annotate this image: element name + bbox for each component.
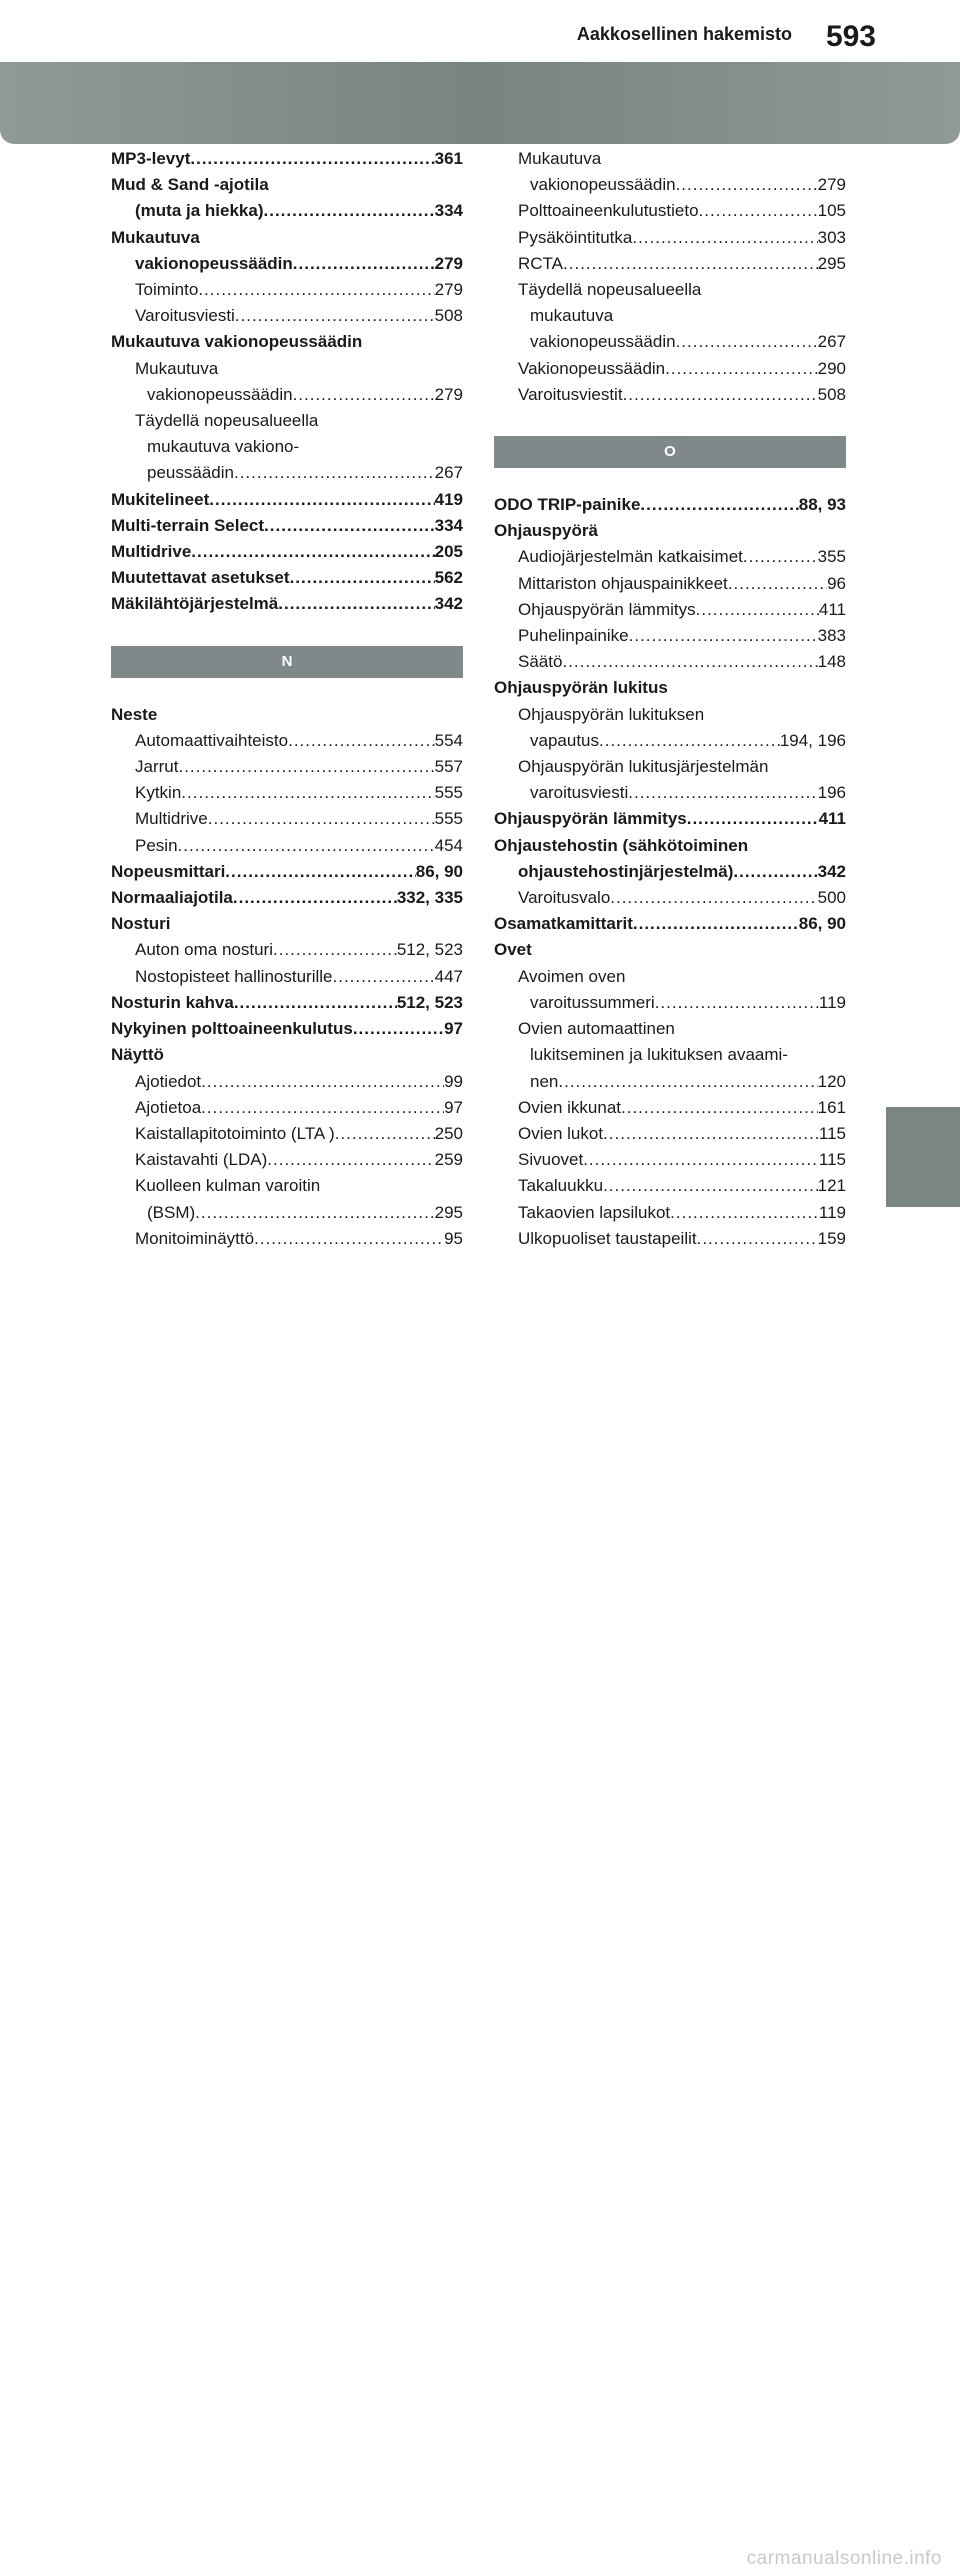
- index-subentry: (BSM) ..... 295: [111, 1200, 463, 1226]
- index-entry: Ohjauspyörän lukitus: [494, 678, 668, 698]
- index-subentry: varoitussummeri ..... 119: [494, 990, 846, 1016]
- index-subentry: Ovien ikkunat ..... 161: [494, 1095, 846, 1121]
- page-number: 593: [825, 20, 876, 53]
- index-entry: Multidrive ..... 205: [111, 539, 463, 565]
- index-subentry: Mukautuva: [135, 358, 219, 378]
- index-column-left: [111, 146, 463, 1252]
- index-subentry: Polttoaineenkulutustieto ..... 105: [494, 198, 846, 224]
- index-entry: Ovet: [494, 940, 532, 960]
- section-header-n: N: [111, 646, 463, 678]
- index-entry: Nosturin kahva ..... 512, 523: [111, 990, 463, 1016]
- index-subentry: vakionopeussäädin ..... 279: [111, 382, 463, 408]
- index-subentry: Takaovien lapsilukot ..... 119: [494, 1200, 846, 1226]
- index-subentry: lukitseminen ja lukituksen avaami-: [530, 1045, 788, 1065]
- index-entry: vakionopeussäädin ..... 279: [111, 251, 463, 277]
- watermark: carmanualsonline.info: [746, 2548, 942, 2569]
- index-entry: ohjaustehostinjärjestelmä) ..... 342: [494, 859, 846, 885]
- page-header: [0, 0, 960, 60]
- index-subentry: mukautuva: [530, 306, 614, 326]
- index-subentry: Ovien automaattinen: [518, 1019, 675, 1039]
- index-subentry: Kaistavahti (LDA) ..... 259: [111, 1147, 463, 1173]
- index-entry: Neste: [111, 704, 158, 724]
- index-subentry: Toiminto ..... 279: [111, 277, 463, 303]
- index-subentry: Monitoiminäyttö ..... 95: [111, 1226, 463, 1252]
- index-subentry: Täydellä nopeusalueella: [135, 411, 319, 431]
- index-column-right: [494, 146, 846, 1252]
- index-subentry: Ajotietoa ..... 97: [111, 1095, 463, 1121]
- index-subentry: Ohjauspyörän lukituksen: [518, 704, 705, 724]
- index-subentry: Jarrut ..... 557: [111, 754, 463, 780]
- index-subentry: Auton oma nosturi ..... 512, 523: [111, 937, 463, 963]
- index-entry: Ohjauspyörä: [494, 521, 598, 541]
- index-entry: Multi-terrain Select ..... 334: [111, 513, 463, 539]
- index-subentry: vapautus ..... 194, 196: [494, 728, 846, 754]
- index-subentry: Varoitusviestit ..... 508: [494, 382, 846, 408]
- index-entry: Normaaliajotila ..... 332, 335: [111, 885, 463, 911]
- index-subentry: Takaluukku ..... 121: [494, 1173, 846, 1199]
- index-subentry: Täydellä nopeusalueella: [518, 280, 702, 300]
- index-subentry: Varoitusvalo ..... 500: [494, 885, 846, 911]
- index-subentry: Sivuovet ..... 115: [494, 1147, 846, 1173]
- index-subentry: Vakionopeussäädin ..... 290: [494, 356, 846, 382]
- index-subentry: vakionopeussäädin ..... 279: [494, 172, 846, 198]
- page-footer: [0, 1270, 960, 2569]
- index-subentry: vakionopeussäädin ..... 267: [494, 329, 846, 355]
- section-header-o: O: [494, 436, 846, 468]
- header-title: Aakkosellinen hakemisto: [576, 24, 792, 44]
- index-entry: Mukautuva vakionopeussäädin: [111, 332, 363, 352]
- index-subentry: Ovien lukot ..... 115: [494, 1121, 846, 1147]
- index-subentry: Ohjauspyörän lukitusjärjestelmän: [518, 757, 769, 777]
- index-entry: Nykyinen polttoaineenkulutus ..... 97: [111, 1016, 463, 1042]
- index-subentry: Avoimen oven: [518, 966, 626, 986]
- index-subentry: varoitusviesti ..... 196: [494, 780, 846, 806]
- index-subentry: mukautuva vakiono-: [147, 437, 300, 457]
- index-entry: Osamatkamittarit ..... 86, 90: [494, 911, 846, 937]
- index-subentry: Puhelinpainike ..... 383: [494, 623, 846, 649]
- index-subentry: Pesin ..... 454: [111, 833, 463, 859]
- index-subentry: Kytkin ..... 555: [111, 780, 463, 806]
- index-entry: Muutettavat asetukset ..... 562: [111, 565, 463, 591]
- index-subentry: Audiojärjestelmän katkaisimet ..... 355: [494, 544, 846, 570]
- index-subentry: Nostopisteet hallinosturille ..... 447: [111, 964, 463, 990]
- index-subentry: Multidrive ..... 555: [111, 806, 463, 832]
- index-subentry: Ohjauspyörän lämmitys ..... 411: [494, 597, 846, 623]
- index-entry: Nosturi: [111, 914, 171, 934]
- index-subentry: Pysäköintitutka ..... 303: [494, 225, 846, 251]
- index-subentry: Varoitusviesti ..... 508: [111, 303, 463, 329]
- index-entry: Ohjaustehostin (sähkötoiminen: [494, 835, 749, 855]
- index-subentry: Säätö ..... 148: [494, 649, 846, 675]
- index-subentry: Kuolleen kulman varoitin: [135, 1176, 321, 1196]
- index-entry: MP3-levyt ..... 361: [111, 146, 463, 172]
- index-subentry: Automaattivaihteisto ..... 554: [111, 728, 463, 754]
- index-entry: ODO TRIP-painike ..... 88, 93: [494, 492, 846, 518]
- index-subentry: RCTA ..... 295: [494, 251, 846, 277]
- index-entry: Mukitelineet ..... 419: [111, 487, 463, 513]
- index-entry: Näyttö: [111, 1045, 164, 1065]
- index-entry: Nopeusmittari ..... 86, 90: [111, 859, 463, 885]
- index-subentry: Ajotiedot ..... 99: [111, 1069, 463, 1095]
- header-band: [0, 62, 960, 144]
- index-entry: Mud & Sand -ajotila: [111, 175, 269, 195]
- section-thumb-tab: [886, 1107, 960, 1207]
- index-subentry: Kaistallapitotoiminto (LTA ) ..... 250: [111, 1121, 463, 1147]
- index-entry: Mäkilähtöjärjestelmä ..... 342: [111, 591, 463, 617]
- index-subentry: Ulkopuoliset taustapeilit ..... 159: [494, 1226, 846, 1252]
- index-entry: Ohjauspyörän lämmitys ..... 411: [494, 806, 846, 832]
- index-entry: Mukautuva: [111, 227, 200, 247]
- index-subentry: nen ..... 120: [494, 1069, 846, 1095]
- index-subentry: peussäädin ..... 267: [111, 460, 463, 486]
- index-entry: (muta ja hiekka) ..... 334: [111, 198, 463, 224]
- index-subentry: Mittariston ohjauspainikkeet ..... 96: [494, 571, 846, 597]
- index-subentry: Mukautuva: [518, 149, 602, 168]
